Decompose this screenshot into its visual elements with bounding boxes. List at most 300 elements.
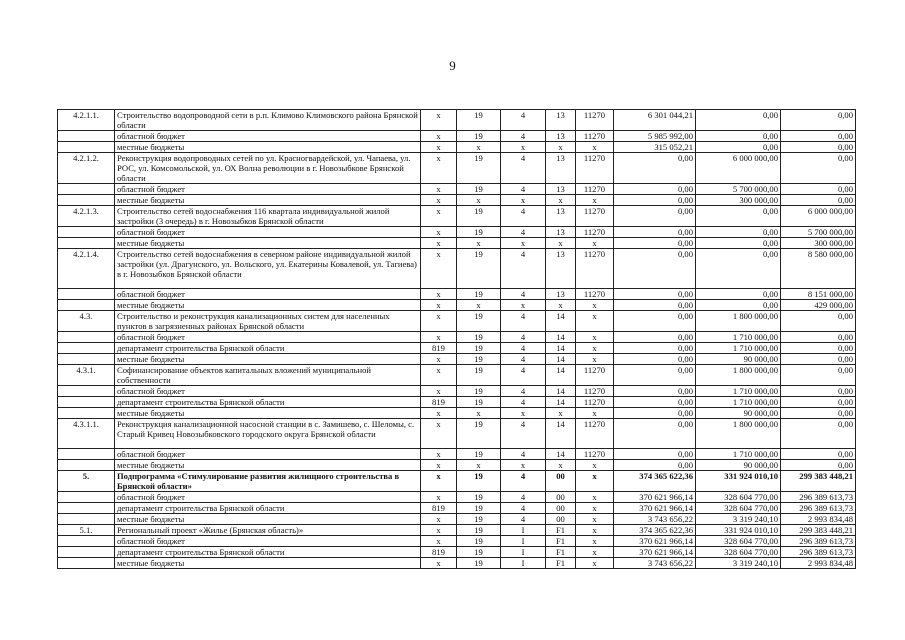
row-number-cell — [58, 397, 115, 408]
row-number-cell: 4.2.1.3. — [58, 206, 115, 227]
year-3-amount-cell: 299 383 448,21 — [781, 471, 856, 492]
year-2-amount-cell: 331 924 010,10 — [696, 471, 781, 492]
grbs-code-cell: x — [421, 419, 457, 449]
direction-code-cell: x — [576, 300, 614, 311]
year-1-amount-cell: 374 365 622,36 — [614, 471, 696, 492]
year-1-amount-cell: 0,00 — [614, 227, 696, 238]
direction-code-cell: 11270 — [576, 449, 614, 460]
direction-code-cell: x — [576, 503, 614, 514]
direction-code-cell: x — [576, 547, 614, 558]
event-code-cell: 14 — [546, 311, 576, 332]
grbs-code-cell: x — [421, 206, 457, 227]
year-1-amount-cell: 5 985 992,00 — [614, 131, 696, 142]
year-2-amount-cell: 1 710 000,00 — [696, 343, 781, 354]
year-2-amount-cell: 328 604 770,00 — [696, 536, 781, 547]
row-number-cell — [58, 558, 115, 569]
event-code-cell: 14 — [546, 419, 576, 449]
row-number-cell — [58, 460, 115, 471]
event-code-cell: 00 — [546, 471, 576, 492]
event-code-cell: x — [546, 142, 576, 153]
row-name-cell: местные бюджеты — [115, 408, 421, 419]
budget-table — [57, 109, 856, 569]
grbs-code-cell: x — [421, 311, 457, 332]
year-3-amount-cell: 5 700 000,00 — [781, 227, 856, 238]
event-code-cell: 13 — [546, 227, 576, 238]
row-number-cell — [58, 408, 115, 419]
grbs-code-cell: 819 — [421, 503, 457, 514]
subprogram-code-cell: 4 — [501, 471, 546, 492]
year-1-amount-cell: 0,00 — [614, 408, 696, 419]
event-code-cell: 14 — [546, 386, 576, 397]
grbs-code-cell: x — [421, 365, 457, 386]
table-row — [58, 195, 856, 206]
subprogram-code-cell: I — [501, 558, 546, 569]
subprogram-code-cell: 4 — [501, 449, 546, 460]
grbs-code-cell: x — [421, 195, 457, 206]
year-3-amount-cell: 2 993 834,48 — [781, 514, 856, 525]
direction-code-cell: 11270 — [576, 289, 614, 300]
year-3-amount-cell: 296 389 613,73 — [781, 492, 856, 503]
row-name-cell: Строительство сетей водоснабжения в северном районе индивидуальной жилой застройки (ул. Драгунского, ул. Вольского, ул. Екатерины Ковалевой, ул. Тагиева) в г. Новозыбков Брянской области — [115, 249, 421, 289]
row-number-cell: 4.3.1.1. — [58, 419, 115, 449]
year-2-amount-cell: 3 319 240,10 — [696, 514, 781, 525]
program-code-cell: 19 — [457, 153, 501, 184]
table-row — [58, 525, 856, 536]
row-name-cell: областной бюджет — [115, 332, 421, 343]
subprogram-code-cell: 4 — [501, 249, 546, 289]
row-number-cell — [58, 343, 115, 354]
year-2-amount-cell: 0,00 — [696, 142, 781, 153]
row-name-cell: областной бюджет — [115, 289, 421, 300]
row-name-cell: департамент строительства Брянской области — [115, 343, 421, 354]
year-3-amount-cell: 0,00 — [781, 195, 856, 206]
row-name-cell: местные бюджеты — [115, 354, 421, 365]
subprogram-code-cell: 4 — [501, 503, 546, 514]
event-code-cell: F1 — [546, 536, 576, 547]
program-code-cell: 19 — [457, 110, 501, 131]
subprogram-code-cell: 4 — [501, 514, 546, 525]
table-row — [58, 142, 856, 153]
year-3-amount-cell: 0,00 — [781, 110, 856, 131]
year-1-amount-cell: 0,00 — [614, 184, 696, 195]
table-row — [58, 419, 856, 449]
row-number-cell — [58, 131, 115, 142]
grbs-code-cell: x — [421, 536, 457, 547]
year-1-amount-cell: 0,00 — [614, 311, 696, 332]
year-3-amount-cell: 0,00 — [781, 460, 856, 471]
year-3-amount-cell: 8 151 000,00 — [781, 289, 856, 300]
event-code-cell: 13 — [546, 184, 576, 195]
year-1-amount-cell: 315 052,21 — [614, 142, 696, 153]
event-code-cell: x — [546, 195, 576, 206]
event-code-cell: F1 — [546, 525, 576, 536]
row-name-cell: местные бюджеты — [115, 238, 421, 249]
row-number-cell — [58, 238, 115, 249]
year-1-amount-cell: 3 743 656,22 — [614, 514, 696, 525]
grbs-code-cell: x — [421, 492, 457, 503]
grbs-code-cell: x — [421, 525, 457, 536]
table-row — [58, 238, 856, 249]
subprogram-code-cell: 4 — [501, 227, 546, 238]
direction-code-cell: x — [576, 195, 614, 206]
program-code-cell: 19 — [457, 249, 501, 289]
year-3-amount-cell: 0,00 — [781, 332, 856, 343]
grbs-code-cell: x — [421, 227, 457, 238]
row-number-cell: 5.1. — [58, 525, 115, 536]
row-number-cell — [58, 184, 115, 195]
grbs-code-cell: x — [421, 142, 457, 153]
direction-code-cell: x — [576, 525, 614, 536]
year-2-amount-cell: 1 800 000,00 — [696, 419, 781, 449]
program-code-cell: 19 — [457, 503, 501, 514]
year-2-amount-cell: 0,00 — [696, 227, 781, 238]
year-3-amount-cell: 0,00 — [781, 184, 856, 195]
event-code-cell: 13 — [546, 131, 576, 142]
year-3-amount-cell: 6 000 000,00 — [781, 206, 856, 227]
row-number-cell: 5. — [58, 471, 115, 492]
direction-code-cell: x — [576, 460, 614, 471]
program-code-cell: 19 — [457, 386, 501, 397]
subprogram-code-cell: 4 — [501, 365, 546, 386]
row-number-cell: 4.2.1.1. — [58, 110, 115, 131]
year-1-amount-cell: 0,00 — [614, 206, 696, 227]
year-1-amount-cell: 0,00 — [614, 419, 696, 449]
year-1-amount-cell: 370 621 966,14 — [614, 503, 696, 514]
row-number-cell — [58, 332, 115, 343]
program-code-cell: 19 — [457, 343, 501, 354]
direction-code-cell: x — [576, 142, 614, 153]
table-row — [58, 184, 856, 195]
direction-code-cell: x — [576, 514, 614, 525]
table-row — [58, 397, 856, 408]
table-row — [58, 153, 856, 184]
grbs-code-cell: x — [421, 354, 457, 365]
subprogram-code-cell: x — [501, 142, 546, 153]
direction-code-cell: 11270 — [576, 419, 614, 449]
subprogram-code-cell: 4 — [501, 397, 546, 408]
row-name-cell: Софинансирование объектов капитальных вложений муниципальной собственности — [115, 365, 421, 386]
year-3-amount-cell: 429 000,00 — [781, 300, 856, 311]
program-code-cell: 19 — [457, 419, 501, 449]
event-code-cell: 13 — [546, 110, 576, 131]
direction-code-cell: 11270 — [576, 131, 614, 142]
year-3-amount-cell: 0,00 — [781, 153, 856, 184]
subprogram-code-cell: I — [501, 547, 546, 558]
table-row — [58, 460, 856, 471]
row-name-cell: местные бюджеты — [115, 558, 421, 569]
direction-code-cell: 11270 — [576, 386, 614, 397]
program-code-cell: 19 — [457, 492, 501, 503]
year-2-amount-cell: 331 924 010,10 — [696, 525, 781, 536]
direction-code-cell: x — [576, 558, 614, 569]
row-number-cell — [58, 503, 115, 514]
year-1-amount-cell: 370 621 966,14 — [614, 492, 696, 503]
year-2-amount-cell: 3 319 240,10 — [696, 558, 781, 569]
event-code-cell: F1 — [546, 558, 576, 569]
direction-code-cell: 11270 — [576, 227, 614, 238]
row-number-cell — [58, 386, 115, 397]
year-2-amount-cell: 1 710 000,00 — [696, 449, 781, 460]
row-name-cell: областной бюджет — [115, 227, 421, 238]
subprogram-code-cell: x — [501, 460, 546, 471]
direction-code-cell: 11270 — [576, 153, 614, 184]
direction-code-cell: 11270 — [576, 206, 614, 227]
row-number-cell: 4.2.1.4. — [58, 249, 115, 289]
year-1-amount-cell: 0,00 — [614, 300, 696, 311]
program-code-cell: 19 — [457, 449, 501, 460]
year-3-amount-cell: 0,00 — [781, 142, 856, 153]
year-2-amount-cell: 90 000,00 — [696, 354, 781, 365]
table-row — [58, 354, 856, 365]
table-row — [58, 332, 856, 343]
year-1-amount-cell: 374 365 622,36 — [614, 525, 696, 536]
subprogram-code-cell: 4 — [501, 492, 546, 503]
direction-code-cell: x — [576, 354, 614, 365]
grbs-code-cell: x — [421, 153, 457, 184]
year-1-amount-cell: 0,00 — [614, 365, 696, 386]
row-number-cell — [58, 547, 115, 558]
grbs-code-cell: 819 — [421, 343, 457, 354]
grbs-code-cell: x — [421, 289, 457, 300]
subprogram-code-cell: 4 — [501, 184, 546, 195]
event-code-cell: 14 — [546, 365, 576, 386]
year-1-amount-cell: 3 743 656,22 — [614, 558, 696, 569]
subprogram-code-cell: 4 — [501, 419, 546, 449]
row-number-cell — [58, 227, 115, 238]
subprogram-code-cell: x — [501, 408, 546, 419]
year-1-amount-cell: 0,00 — [614, 153, 696, 184]
event-code-cell: 00 — [546, 503, 576, 514]
direction-code-cell: x — [576, 343, 614, 354]
year-1-amount-cell: 0,00 — [614, 449, 696, 460]
event-code-cell: 13 — [546, 289, 576, 300]
row-number-cell — [58, 142, 115, 153]
year-3-amount-cell: 0,00 — [781, 354, 856, 365]
event-code-cell: 14 — [546, 354, 576, 365]
program-code-cell: 19 — [457, 332, 501, 343]
grbs-code-cell: x — [421, 238, 457, 249]
year-2-amount-cell: 328 604 770,00 — [696, 503, 781, 514]
event-code-cell: 14 — [546, 397, 576, 408]
year-1-amount-cell: 0,00 — [614, 289, 696, 300]
row-number-cell — [58, 492, 115, 503]
year-2-amount-cell: 300 000,00 — [696, 195, 781, 206]
subprogram-code-cell: x — [501, 195, 546, 206]
event-code-cell: 14 — [546, 332, 576, 343]
table-row — [58, 300, 856, 311]
year-2-amount-cell: 90 000,00 — [696, 460, 781, 471]
event-code-cell: x — [546, 300, 576, 311]
year-2-amount-cell: 5 700 000,00 — [696, 184, 781, 195]
event-code-cell: F1 — [546, 547, 576, 558]
grbs-code-cell: 819 — [421, 547, 457, 558]
year-2-amount-cell: 328 604 770,00 — [696, 547, 781, 558]
year-1-amount-cell: 0,00 — [614, 332, 696, 343]
grbs-code-cell: x — [421, 514, 457, 525]
row-number-cell — [58, 300, 115, 311]
program-code-cell: 19 — [457, 311, 501, 332]
program-code-cell: 19 — [457, 536, 501, 547]
row-name-cell: Региональный проект «Жилье (Брянская область)» — [115, 525, 421, 536]
year-2-amount-cell: 0,00 — [696, 289, 781, 300]
year-1-amount-cell: 0,00 — [614, 249, 696, 289]
row-number-cell — [58, 289, 115, 300]
year-1-amount-cell: 370 621 966,14 — [614, 536, 696, 547]
table-row — [58, 558, 856, 569]
year-3-amount-cell: 0,00 — [781, 419, 856, 449]
direction-code-cell: x — [576, 311, 614, 332]
subprogram-code-cell: x — [501, 300, 546, 311]
year-1-amount-cell: 0,00 — [614, 343, 696, 354]
subprogram-code-cell: x — [501, 238, 546, 249]
table-row — [58, 492, 856, 503]
row-name-cell: департамент строительства Брянской области — [115, 547, 421, 558]
direction-code-cell: x — [576, 408, 614, 419]
table-row — [58, 449, 856, 460]
year-2-amount-cell: 0,00 — [696, 238, 781, 249]
year-1-amount-cell: 0,00 — [614, 386, 696, 397]
program-code-cell: 19 — [457, 365, 501, 386]
subprogram-code-cell: 4 — [501, 131, 546, 142]
year-2-amount-cell: 6 000 000,00 — [696, 153, 781, 184]
year-1-amount-cell: 0,00 — [614, 195, 696, 206]
subprogram-code-cell: 4 — [501, 153, 546, 184]
year-1-amount-cell: 0,00 — [614, 460, 696, 471]
year-1-amount-cell: 370 621 966,14 — [614, 547, 696, 558]
table-row — [58, 547, 856, 558]
program-code-cell: x — [457, 408, 501, 419]
row-name-cell: Реконструкция канализационной насосной станции в с. Замишево, с. Шеломы, с. Старый Кривец Новозыбковского городского округа Брянской области — [115, 419, 421, 449]
event-code-cell: 00 — [546, 514, 576, 525]
program-code-cell: x — [457, 300, 501, 311]
row-name-cell: местные бюджеты — [115, 460, 421, 471]
row-name-cell: департамент строительства Брянской области — [115, 397, 421, 408]
row-name-cell: департамент строительства Брянской области — [115, 503, 421, 514]
direction-code-cell: 11270 — [576, 110, 614, 131]
row-name-cell: Подпрограмма «Стимулирование развития жилищного строительства в Брянской области» — [115, 471, 421, 492]
year-3-amount-cell: 8 580 000,00 — [781, 249, 856, 289]
table-row — [58, 311, 856, 332]
year-3-amount-cell: 2 993 834,48 — [781, 558, 856, 569]
row-name-cell: местные бюджеты — [115, 195, 421, 206]
table-row — [58, 408, 856, 419]
program-code-cell: x — [457, 460, 501, 471]
table-row — [58, 386, 856, 397]
grbs-code-cell: x — [421, 386, 457, 397]
year-3-amount-cell: 300 000,00 — [781, 238, 856, 249]
grbs-code-cell: x — [421, 300, 457, 311]
year-2-amount-cell: 90 000,00 — [696, 408, 781, 419]
row-name-cell: областной бюджет — [115, 131, 421, 142]
row-name-cell: Строительство сетей водоснабжения 116 квартала индивидуальной жилой застройки (3 очередь) в г. Новозыбков Брянской области — [115, 206, 421, 227]
program-code-cell: 19 — [457, 227, 501, 238]
year-1-amount-cell: 0,00 — [614, 397, 696, 408]
direction-code-cell: x — [576, 332, 614, 343]
year-3-amount-cell: 0,00 — [781, 408, 856, 419]
subprogram-code-cell: 4 — [501, 332, 546, 343]
year-2-amount-cell: 1 800 000,00 — [696, 311, 781, 332]
program-code-cell: 19 — [457, 558, 501, 569]
direction-code-cell: x — [576, 536, 614, 547]
row-name-cell: Строительство водопроводной сети в р.п. Климово Климовского района Брянской области — [115, 110, 421, 131]
row-number-cell: 4.3. — [58, 311, 115, 332]
program-code-cell: 19 — [457, 131, 501, 142]
program-code-cell: 19 — [457, 354, 501, 365]
row-number-cell — [58, 354, 115, 365]
grbs-code-cell: x — [421, 131, 457, 142]
subprogram-code-cell: I — [501, 525, 546, 536]
program-code-cell: 19 — [457, 525, 501, 536]
year-2-amount-cell: 0,00 — [696, 206, 781, 227]
subprogram-code-cell: 4 — [501, 311, 546, 332]
direction-code-cell: 11270 — [576, 365, 614, 386]
grbs-code-cell: x — [421, 249, 457, 289]
grbs-code-cell: x — [421, 332, 457, 343]
year-2-amount-cell: 1 710 000,00 — [696, 332, 781, 343]
table-row — [58, 536, 856, 547]
year-2-amount-cell: 1 710 000,00 — [696, 397, 781, 408]
row-number-cell: 4.3.1. — [58, 365, 115, 386]
direction-code-cell: x — [576, 471, 614, 492]
row-number-cell — [58, 514, 115, 525]
row-name-cell: Строительство и реконструкция канализационных систем для населенных пунктов в загрязненных районах Брянской области — [115, 311, 421, 332]
program-code-cell: x — [457, 195, 501, 206]
event-code-cell: x — [546, 460, 576, 471]
year-3-amount-cell: 0,00 — [781, 343, 856, 354]
row-name-cell: Реконструкция водопроводных сетей по ул. Красногвардейской, ул. Чапаева, ул. РОС, ул. Комсомольской, ул. ОХ Волна революции в г. Новозыбкове Брянской области — [115, 153, 421, 184]
year-3-amount-cell: 0,00 — [781, 397, 856, 408]
table-row — [58, 343, 856, 354]
direction-code-cell: 11270 — [576, 397, 614, 408]
table-row — [58, 503, 856, 514]
grbs-code-cell: x — [421, 449, 457, 460]
event-code-cell: 14 — [546, 343, 576, 354]
page-number: 9 — [449, 58, 456, 73]
subprogram-code-cell: I — [501, 536, 546, 547]
direction-code-cell: 11270 — [576, 184, 614, 195]
year-3-amount-cell: 0,00 — [781, 131, 856, 142]
year-3-amount-cell: 0,00 — [781, 449, 856, 460]
event-code-cell: 13 — [546, 153, 576, 184]
program-code-cell: 19 — [457, 184, 501, 195]
subprogram-code-cell: 4 — [501, 206, 546, 227]
year-3-amount-cell: 299 383 448,21 — [781, 525, 856, 536]
year-2-amount-cell: 328 604 770,00 — [696, 492, 781, 503]
program-code-cell: x — [457, 142, 501, 153]
year-1-amount-cell: 6 301 044,21 — [614, 110, 696, 131]
row-name-cell: областной бюджет — [115, 386, 421, 397]
direction-code-cell: 11270 — [576, 249, 614, 289]
table-row — [58, 471, 856, 492]
row-name-cell: областной бюджет — [115, 184, 421, 195]
event-code-cell: 13 — [546, 206, 576, 227]
table-row — [58, 514, 856, 525]
row-number-cell — [58, 195, 115, 206]
table-row — [58, 206, 856, 227]
subprogram-code-cell: 4 — [501, 289, 546, 300]
row-name-cell: местные бюджеты — [115, 514, 421, 525]
grbs-code-cell: x — [421, 558, 457, 569]
year-2-amount-cell: 0,00 — [696, 110, 781, 131]
year-3-amount-cell: 296 389 613,73 — [781, 536, 856, 547]
row-name-cell: областной бюджет — [115, 449, 421, 460]
row-number-cell — [58, 536, 115, 547]
subprogram-code-cell: 4 — [501, 386, 546, 397]
year-3-amount-cell: 0,00 — [781, 386, 856, 397]
table-row — [58, 110, 856, 131]
grbs-code-cell: x — [421, 471, 457, 492]
subprogram-code-cell: 4 — [501, 110, 546, 131]
